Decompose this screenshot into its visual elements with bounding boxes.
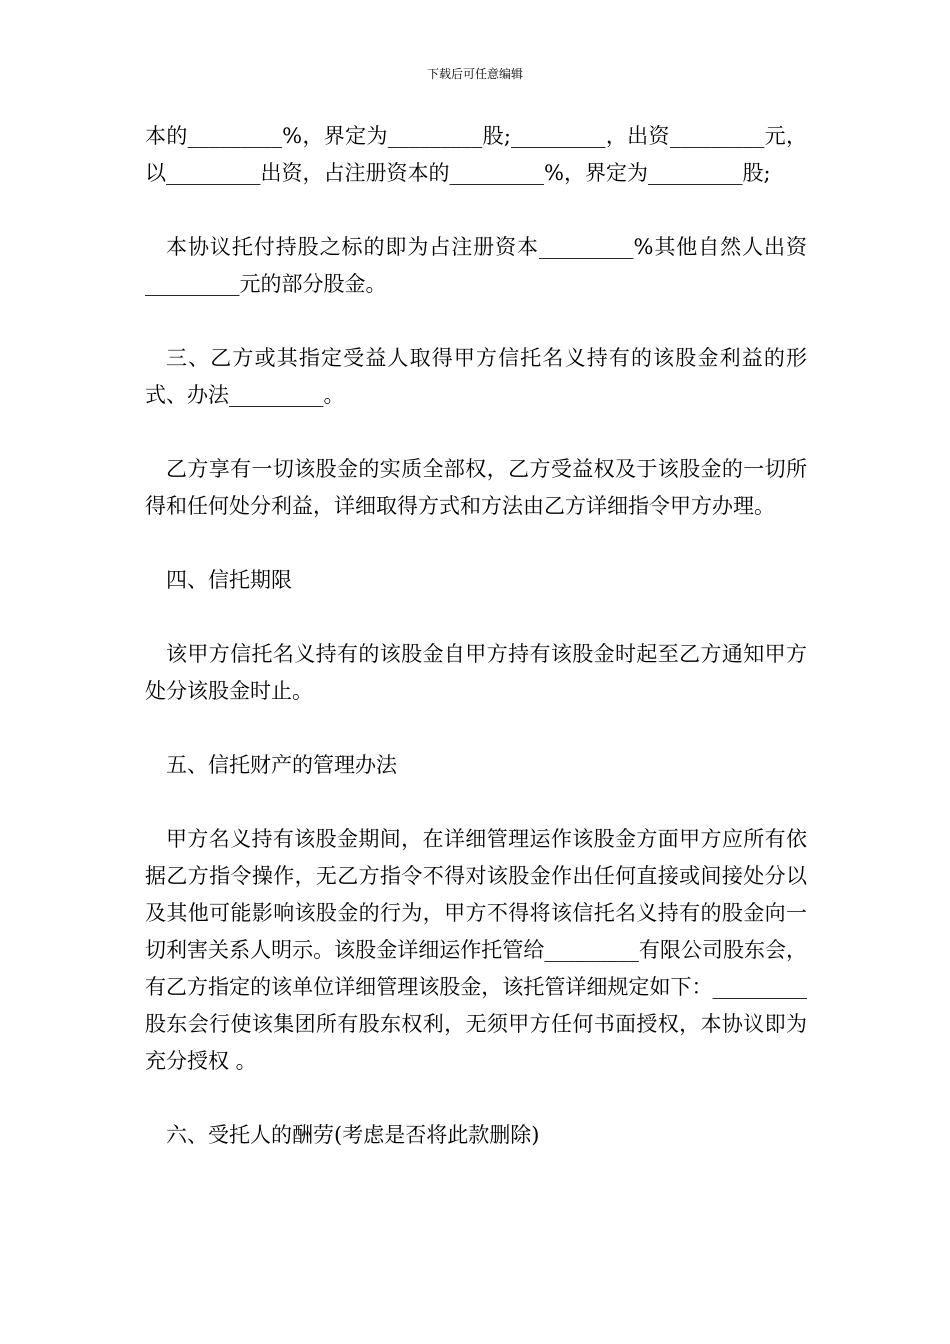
section-three-heading: 三、乙方或其指定受益人取得甲方信托名义持有的该股金利益的形式、办法_________。: [145, 346, 807, 407]
page-header: 下载后可任意编辑: [426, 67, 523, 81]
paragraph-beneficial-rights: 乙方享有一切该股金的实质全部权，乙方受益权及于该股金的一切所得和任何处分利益，详细取得方式和方法由乙方详细指令甲方办理。: [145, 457, 807, 518]
paragraph-entrusted-shares: 本协议托付持股之标的即为占注册资本_________%其他自然人出资_________元的部分股金。: [145, 235, 807, 296]
paragraph-management: 甲方名义持有该股金期间，在详细管理运作该股金方面甲方应所有依据乙方指令操作，无乙方指令不得对该股金作出任何直接或间接处分以及其他可能影响该股金的行为，甲方不得将该信托名义持有的股金向一切利害关系人明示。该股金详细运作托管给_________有限公司股东会，有乙方指定的该单位详细管理该股金，该托管详细规定如下：_________股东会行使该集团所有股东权利，无须甲方任何书面授权，本协议即为充分授权 。: [145, 827, 807, 1073]
section-five-heading: 五、信托财产的管理办法: [166, 753, 397, 777]
section-six-heading: 六、受托人的酬劳(考虑是否将此款删除): [166, 1123, 540, 1147]
section-four-heading: 四、信托期限: [166, 568, 292, 592]
paragraph-capital-shares: 本的_________%，界定为_________股;_________，出资_________元，以_________出资，占注册资本的_________%，界定为_________股;: [145, 124, 807, 185]
document-body: [145, 118, 807, 1154]
paragraph-trust-term: 该甲方信托名义持有的该股金自甲方持有该股金时起至乙方通知甲方处分该股金时止。: [145, 642, 807, 703]
